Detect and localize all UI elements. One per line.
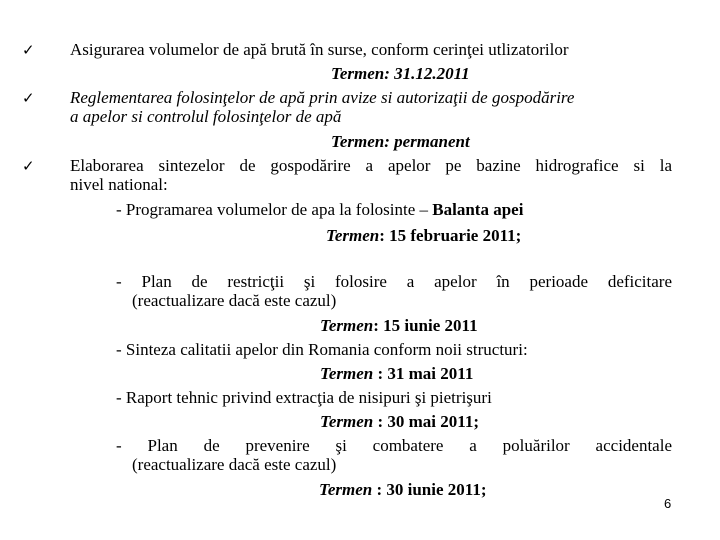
page-number: 6: [664, 496, 672, 511]
subitem-1-prefix: - Programarea volumelor de apa la folosinte –: [116, 200, 433, 219]
subitem-3-text: - Sinteza calitatii apelor din Romania conform noii structuri:: [116, 340, 528, 359]
deadline-value: : 30 mai 2011;: [373, 412, 479, 431]
bullet-2-line-2: a apelor si controlul folosinţelor de apă: [70, 107, 342, 126]
deadline-value: : 15 iunie 2011: [373, 316, 478, 335]
subitem-4-deadline: [320, 412, 479, 432]
deadline-label: Termen: [326, 226, 380, 245]
subitem-2-line-1: - Plan de restricţii şi folosire a apelor în perioade deficitare: [116, 272, 672, 291]
deadline-label: Termen: [319, 480, 373, 499]
deadline-value: : 30 iunie 2011;: [372, 480, 487, 499]
subitem-3-deadline: [320, 364, 473, 384]
subitem-5-line-2: (reactualizare dacă este cazul): [132, 455, 337, 474]
subitem-2-deadline: [320, 316, 478, 336]
deadline-value: : 15 februarie 2011;: [379, 226, 522, 245]
deadline-label: Termen: [320, 364, 374, 383]
subitem-2-line-2: (reactualizare dacă este cazul): [132, 291, 337, 310]
deadline-value: : 31 mai 2011: [373, 364, 474, 383]
bullet-1-deadline: Termen: 31.12.2011: [331, 64, 470, 83]
bullet-2-deadline: Termen: permanent: [331, 132, 470, 151]
subitem-1-text: [116, 200, 523, 220]
deadline-label: Termen: [320, 412, 374, 431]
bullet-2-line-1: Reglementarea folosinţelor de apă prin avize si autorizaţii de gospodărire: [70, 88, 575, 107]
subitem-4-text: - Raport tehnic privind extracţia de nisipuri şi pietrişuri: [116, 388, 492, 407]
subitem-1-deadline: [326, 226, 521, 246]
check-bullet-icon: ✓: [22, 41, 35, 59]
check-bullet-icon: ✓: [22, 157, 35, 175]
subitem-5-line-1: - Plan de prevenire şi combatere a poluărilor accidentale: [116, 436, 672, 455]
deadline-label: Termen: [320, 316, 374, 335]
subitem-5-deadline: [319, 480, 487, 500]
bullet-3-line-2: nivel national:: [70, 175, 168, 194]
bullet-3-line-1: Elaborarea sintezelor de gospodărire a apelor pe bazine hidrografice si la: [70, 156, 672, 175]
check-bullet-icon: ✓: [22, 89, 35, 107]
subitem-1-bold: Balanta apei: [432, 200, 524, 219]
bullet-1-text: Asigurarea volumelor de apă brută în surse, conform cerinţei utlizatorilor: [70, 40, 569, 59]
